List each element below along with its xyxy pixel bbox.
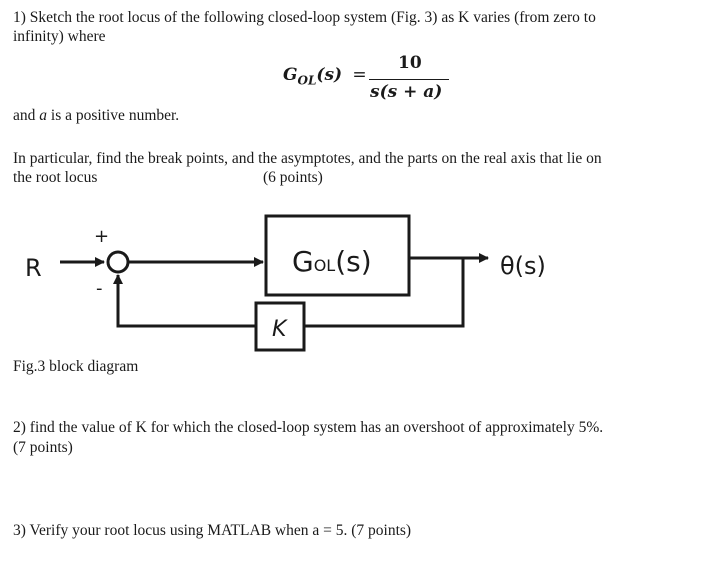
problem3-text: 3) Verify your root locus using MATLAB when a = 5. (7 points)	[13, 522, 412, 539]
feedback-label: K	[272, 317, 287, 342]
equation-lhs-sub: OL	[297, 73, 317, 88]
plant-label: GOL(s)	[292, 245, 372, 278]
figure-caption: Fig.3 block diagram	[13, 358, 139, 375]
problem2-line1: 2) find the value of K for which the closed-loop system has an overshoot of approximately 5%.	[13, 419, 604, 436]
input-label: R	[25, 254, 42, 282]
variable-a: a	[39, 107, 48, 124]
equation-numerator: 10	[398, 53, 422, 73]
problem2-line2: (7 points)	[13, 439, 73, 456]
particular-line2: the root locus	[13, 169, 98, 186]
plus-sign: +	[94, 226, 110, 247]
problem1-points: (6 points)	[263, 169, 323, 186]
feedback-path-left	[118, 275, 256, 326]
equation-lhs-arg: (s)	[316, 65, 343, 85]
summing-junction	[108, 252, 128, 272]
problem1-line1: 1) Sketch the root locus of the following closed-loop system (Fig. 3) as K varies (from zero to	[13, 9, 596, 26]
and-a-positive-text: and a is a positive number.	[13, 107, 180, 124]
equation-equals: =	[352, 65, 367, 85]
particular-line1: In particular, find the break points, and the asymptotes, and the parts on the real axis that lie on	[13, 150, 602, 167]
equation-lhs: G	[283, 65, 298, 85]
output-label: θ(s)	[500, 252, 546, 280]
equation-denominator: s(s + a)	[370, 82, 443, 102]
problem1-line2: infinity) where	[13, 28, 106, 45]
minus-sign: -	[96, 278, 103, 299]
